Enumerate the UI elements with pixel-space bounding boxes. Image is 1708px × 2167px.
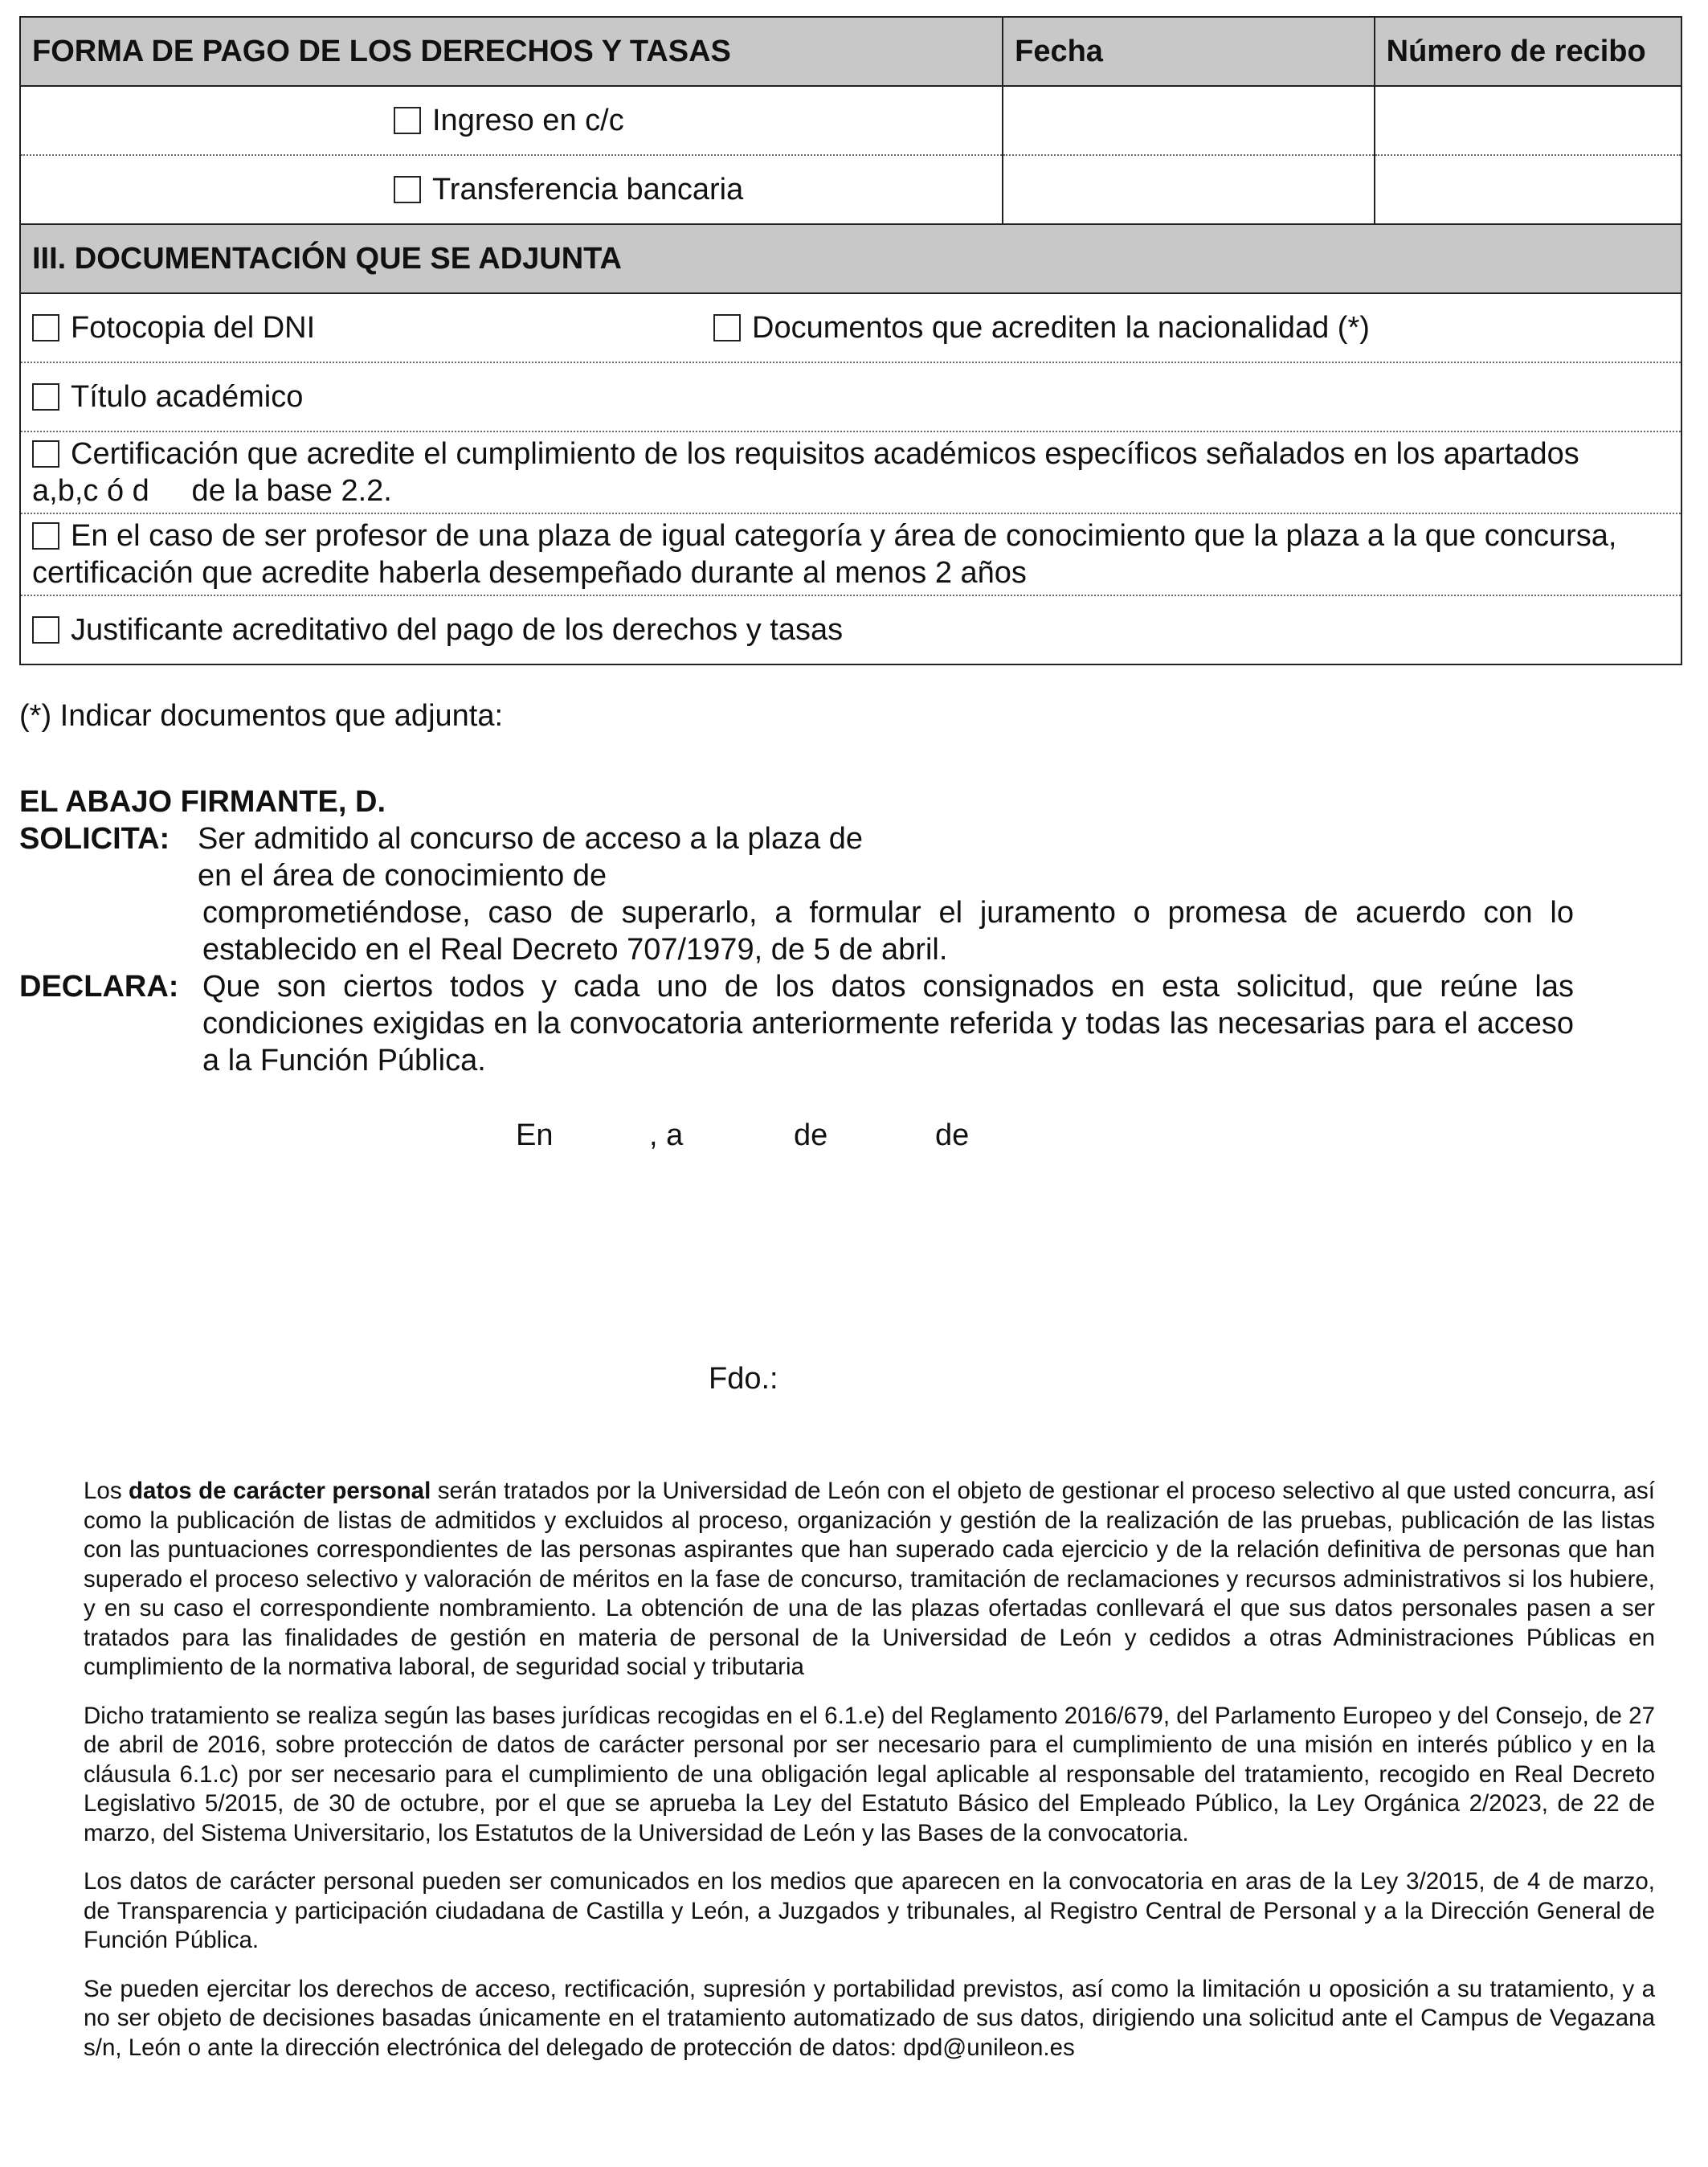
privacy-paragraph-4: Se pueden ejercitar los derechos de acceso, rectificación, supresión y portabilidad previstos, así como la limitación u oposición a su tratamiento, y a no ser objeto de decisiones basadas únicamente en el tratamiento automatizado de sus datos, dirigiendo una solicitud ante el Campus de Vegazana s/n, León o ante la dirección electrónica del delegado de protección de datos: dpd@unileon.es — [84, 1975, 1655, 2061]
option-label: Certificación que acredite el cumplimiento de los requisitos académicos específicos señalados en los apartados — [71, 437, 1579, 471]
solicita-label: SOLICITA: — [19, 822, 170, 856]
place-en: En — [516, 1118, 554, 1152]
payment-option-transferencia[interactable] — [20, 155, 1003, 224]
privacy-bold-term: datos de carácter personal — [129, 1478, 431, 1504]
signature-label: Fdo.: — [709, 1362, 778, 1396]
privacy-notice — [84, 1477, 1655, 2082]
declaration-block — [19, 783, 1574, 1079]
payment-method-header: FORMA DE PAGO DE LOS DERECHOS Y TASAS — [20, 17, 1003, 86]
option-label-cont: a,b,c ó d de la base 2.2. — [32, 474, 392, 508]
privacy-paragraph-2: Dicho tratamiento se realiza según las bases jurídicas recogidas en el 6.1.e) del Reglamento 2016/679, del Parlamento Europeo y del Consejo, de 27 de abril de 2016, sobre protección de datos de carácter personal por ser necesario para el cumplimiento de una misión en interés público y en la cláusula 6.1.c) por ser necesario para el cumplimiento de una obligación legal aplicable al responsable del tratamiento, recogido en Real Decreto Legislativo 5/2015, de 30 de octubre, por el que se aprueba la Ley del Estatuto Básico del Empleado Público, la Ley Orgánica 2/2023, de 22 de marzo, del Sistema Universitario, los Estatutos de la Universidad de León y las Bases de la convocatoria. — [84, 1702, 1655, 1846]
option-label: Transferencia bancaria — [432, 172, 744, 206]
place-de-2: de — [935, 1118, 970, 1152]
doc-option-profesor[interactable] — [20, 513, 1681, 595]
option-label-cont: certificación que acredite haberla desempeñado durante al menos 2 años — [32, 556, 1027, 590]
doc-row-dni-nacionalidad — [20, 293, 1681, 362]
place-de-1: de — [794, 1118, 828, 1152]
privacy-paragraph-1: Los datos de carácter personal serán tratados por la Universidad de León con el objeto de gestionar el proceso selectivo al que usted concurra, así como la publicación de listas de admitidos y excluidos al proceso, organización y gestión de la realización de las pruebas, publicación de las listas con las puntuaciones correspondientes de las personas aspirantes que han superado cada ejercicio y de la relación definitiva de personas que han superado el proceso selectivo y valoración de méritos en la fase de concurso, tramitación de reclamaciones y recursos administrativos si los hubiere, y en su caso el correspondiente nombramiento. La obtención de una de las plazas ofertadas conllevará el que sus datos personales pasen a ser tratados para las finalidades de gestión en materia de personal de la Universidad de León y cedidos a otras Administraciones Públicas en cumplimiento de la normativa laboral, de seguridad social y tributaria — [84, 1478, 1656, 1680]
date-field[interactable] — [1003, 155, 1375, 224]
checkbox[interactable] — [32, 616, 59, 644]
option-label: Ingreso en c/c — [432, 103, 624, 137]
checkbox[interactable] — [32, 383, 59, 411]
declara-text: Que son ciertos todos y cada uno de los datos consignados en esta solicitud, que reúne las condiciones exigidas en la convocatoria anteriormente referida y todas las necesarias para el acceso a la Función Pública. — [202, 970, 1574, 1077]
receipt-field[interactable] — [1375, 86, 1681, 155]
option-label: Título académico — [71, 379, 304, 414]
checkbox[interactable] — [713, 314, 741, 341]
place-a: , a — [649, 1118, 684, 1152]
checkbox[interactable] — [32, 314, 59, 341]
option-label: Documentos que acrediten la nacionalidad (*) — [752, 310, 1370, 345]
checkbox[interactable] — [32, 522, 59, 550]
doc-option-justificante[interactable] — [20, 595, 1681, 664]
documentation-title: III. DOCUMENTACIÓN QUE SE ADJUNTA — [20, 225, 1681, 293]
checkbox[interactable] — [32, 440, 59, 468]
area-line: en el área de conocimiento de — [198, 859, 607, 893]
privacy-paragraph-3: Los datos de carácter personal pueden ser comunicados en los medios que aparecen en la convocatoria en aras de la Ley 3/2015, de 4 de marzo, de Transparencia y participación ciudadana de Castilla y León, a Juzgados y tribunales, al Registro Central de Personal y a la Dirección General de Función Pública. — [84, 1868, 1655, 1953]
doc-option-certificacion[interactable] — [20, 431, 1681, 513]
doc-option-nacionalidad[interactable] — [713, 311, 1370, 345]
option-label: Justificante acreditativo del pago de los derechos y tasas — [71, 612, 844, 647]
doc-option-dni[interactable] — [32, 311, 713, 345]
solicita-text: Ser admitido al concurso de acceso a la plaza de — [198, 822, 864, 856]
receipt-number-header: Número de recibo — [1375, 17, 1681, 86]
option-label: En el caso de ser profesor de una plaza de igual categoría y área de conocimiento que la plaza a la que concursa, — [71, 519, 1617, 553]
documentation-table — [19, 225, 1682, 665]
date-header: Fecha — [1003, 17, 1375, 86]
declara-label: DECLARA: — [19, 970, 179, 1004]
form-page — [19, 16, 1682, 2061]
receipt-field[interactable] — [1375, 155, 1681, 224]
firmante-label: EL ABAJO FIRMANTE, D. — [19, 785, 386, 819]
option-label: Fotocopia del DNI — [71, 310, 316, 345]
doc-option-titulo[interactable] — [20, 362, 1681, 431]
payment-table — [19, 16, 1682, 225]
checkbox[interactable] — [394, 176, 421, 203]
date-field[interactable] — [1003, 86, 1375, 155]
checkbox[interactable] — [394, 107, 421, 134]
payment-option-ingreso[interactable] — [20, 86, 1003, 155]
compromiso-text: comprometiéndose, caso de superarlo, a formular el juramento o promesa de acuerdo con lo establecido en el Real Decreto 707/1979, de 5 de abril. — [202, 896, 1574, 967]
documents-note: (*) Indicar documentos que adjunta: — [19, 699, 504, 733]
